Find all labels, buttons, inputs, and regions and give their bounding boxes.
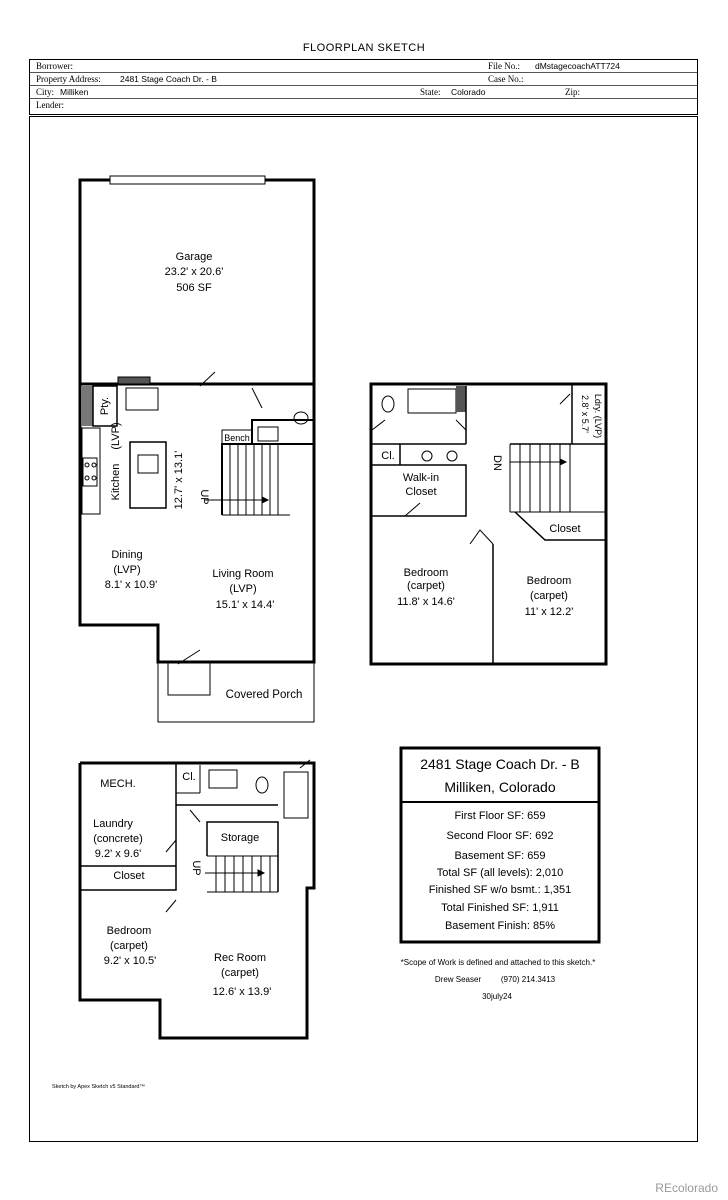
bedroom-floor: (carpet) xyxy=(110,940,148,952)
garage-name: Garage xyxy=(175,251,213,263)
laundry-floor: (concrete) xyxy=(93,833,143,845)
burner-icon xyxy=(92,476,96,480)
second-stairs xyxy=(510,444,606,512)
closet-label: Closet xyxy=(113,870,145,882)
sketch-date: 30july24 xyxy=(482,992,512,1001)
living-floor: (LVP) xyxy=(229,583,257,595)
small-closet-label: Cl. xyxy=(182,771,196,783)
rec-name: Rec Room xyxy=(214,952,266,964)
door-icon xyxy=(405,503,420,516)
first-stairs xyxy=(205,444,290,515)
toilet-icon xyxy=(256,777,268,793)
burner-icon xyxy=(85,463,89,467)
bedroom-name: Bedroom xyxy=(106,925,152,937)
garage-sf: 506 SF xyxy=(176,282,212,294)
door-icon xyxy=(470,530,493,544)
author-name: Drew Seaser xyxy=(434,975,482,984)
rec-dims: 12.6' x 13.9' xyxy=(212,986,272,998)
stair-arrow-icon xyxy=(560,459,566,465)
city-value: Milliken xyxy=(60,87,89,97)
state-value: Colorado xyxy=(451,87,486,97)
borrower-label: Borrower: xyxy=(36,61,73,71)
bench-label: Bench xyxy=(224,433,250,443)
sink-icon xyxy=(138,455,158,473)
garage-door xyxy=(110,176,265,184)
down-label: DN xyxy=(491,455,503,471)
summary-basement-finish: Basement Finish: 85% xyxy=(444,920,556,932)
living-dims: 15.1' x 14.4' xyxy=(215,599,275,611)
porch-label: Covered Porch xyxy=(225,689,303,701)
watermark: REcolorado xyxy=(655,1181,718,1195)
small-closet-label: Cl. xyxy=(381,450,395,462)
laundry-dims: 2.8' x 5.7' xyxy=(580,395,590,433)
dining-name: Dining xyxy=(111,549,143,561)
walkin-label-1: Walk-in xyxy=(402,472,440,484)
door-icon xyxy=(372,420,385,430)
closet-label: Closet xyxy=(549,523,581,535)
bath-fill xyxy=(456,386,466,412)
mech-label: MECH. xyxy=(100,778,136,790)
up-label: UP xyxy=(198,489,210,505)
summary-city: Milliken, Colorado xyxy=(444,779,556,795)
summary-total-finished: Total Finished SF: 1,911 xyxy=(441,902,559,914)
pantry-fill xyxy=(81,386,93,426)
software-note: Sketch by Apex Sketch v5 Standard™ xyxy=(52,1084,145,1090)
kitchen-island xyxy=(130,442,166,508)
case-label: Case No.: xyxy=(488,74,524,84)
summary-finished-wo: Finished SF w/o bsmt.: 1,351 xyxy=(428,884,572,896)
summary-first-floor: First Floor SF: 659 xyxy=(454,810,546,822)
toilet-icon xyxy=(294,412,308,424)
lender-label: Lender: xyxy=(36,100,64,110)
vanity-icon xyxy=(258,427,278,441)
living-name: Living Room xyxy=(212,568,274,580)
file-label: File No.: xyxy=(488,61,521,71)
summary-basement: Basement SF: 659 xyxy=(454,850,546,862)
page-title: FLOORPLAN SKETCH xyxy=(302,42,426,54)
bedroom2-floor: (carpet) xyxy=(530,590,568,602)
rec-floor: (carpet) xyxy=(221,967,259,979)
city-label: City: xyxy=(36,87,55,97)
summary-address: 2481 Stage Coach Dr. - B xyxy=(420,756,580,772)
walkin-label-2: Closet xyxy=(405,486,437,498)
bathroom-wall xyxy=(400,444,466,465)
sink-icon xyxy=(422,451,432,461)
vanity-icon xyxy=(209,770,237,788)
author-phone: (970) 214.3413 xyxy=(500,975,556,984)
burner-icon xyxy=(92,463,96,467)
property-value: 2481 Stage Coach Dr. - B xyxy=(120,74,217,84)
summary-second-floor: Second Floor SF: 692 xyxy=(446,830,554,842)
stair-wall xyxy=(222,444,314,515)
summary-box xyxy=(401,748,599,942)
toilet-icon xyxy=(382,396,394,412)
up-label: UP xyxy=(190,860,202,876)
kitchen-label: Kitchen xyxy=(110,463,122,501)
garage-dims: 23.2' x 20.6' xyxy=(164,266,224,278)
notes xyxy=(52,958,595,1090)
door-icon xyxy=(456,420,466,430)
dining-dims: 8.1' x 10.9' xyxy=(104,579,158,591)
zip-label: Zip: xyxy=(565,87,580,97)
burner-icon xyxy=(85,476,89,480)
front-door-icon xyxy=(168,650,210,695)
bedroom1-dims: 11.8' x 14.6' xyxy=(397,596,455,608)
fireplace-icon xyxy=(118,377,150,384)
kitchen-dims: 12.7' x 13.1' xyxy=(173,450,185,510)
door-icon xyxy=(166,900,176,912)
door-icon xyxy=(252,388,262,408)
bedroom2-dims: 11' x 12.2' xyxy=(524,606,574,618)
bedroom2-name: Bedroom xyxy=(526,575,572,587)
bedroom1-name: Bedroom xyxy=(403,567,449,579)
laundry-label: Ldry. (LVP) xyxy=(593,393,603,439)
bathtub-icon xyxy=(408,389,456,413)
scope-note: *Scope of Work is defined and attached to this sketch.* xyxy=(400,958,596,967)
bedroom1-floor: (carpet) xyxy=(407,580,445,592)
laundry-name: Laundry xyxy=(93,818,133,830)
kitchen-floor: (LVP) xyxy=(110,422,122,450)
file-value: dMstagecoachATT724 xyxy=(535,61,620,71)
storage-label: Storage xyxy=(220,832,260,844)
dining-floor: (LVP) xyxy=(113,564,141,576)
stair-arrow-icon xyxy=(262,497,268,503)
door-icon xyxy=(190,810,200,822)
summary-total: Total SF (all levels): 2,010 xyxy=(436,867,564,879)
laundry-dims: 9.2' x 9.6' xyxy=(94,848,142,860)
property-label: Property Address: xyxy=(36,74,101,84)
state-label: State: xyxy=(420,87,441,97)
basement-plan xyxy=(80,760,314,1038)
bedroom-dims: 9.2' x 10.5' xyxy=(103,955,157,967)
range-icon xyxy=(83,458,97,486)
door-icon xyxy=(166,840,176,852)
pantry-label: Pty. xyxy=(99,396,111,416)
fridge-icon xyxy=(126,388,158,410)
basement-stairs xyxy=(205,856,278,892)
bathtub-icon xyxy=(284,772,308,818)
sink-icon xyxy=(447,451,457,461)
door-icon xyxy=(560,394,570,404)
